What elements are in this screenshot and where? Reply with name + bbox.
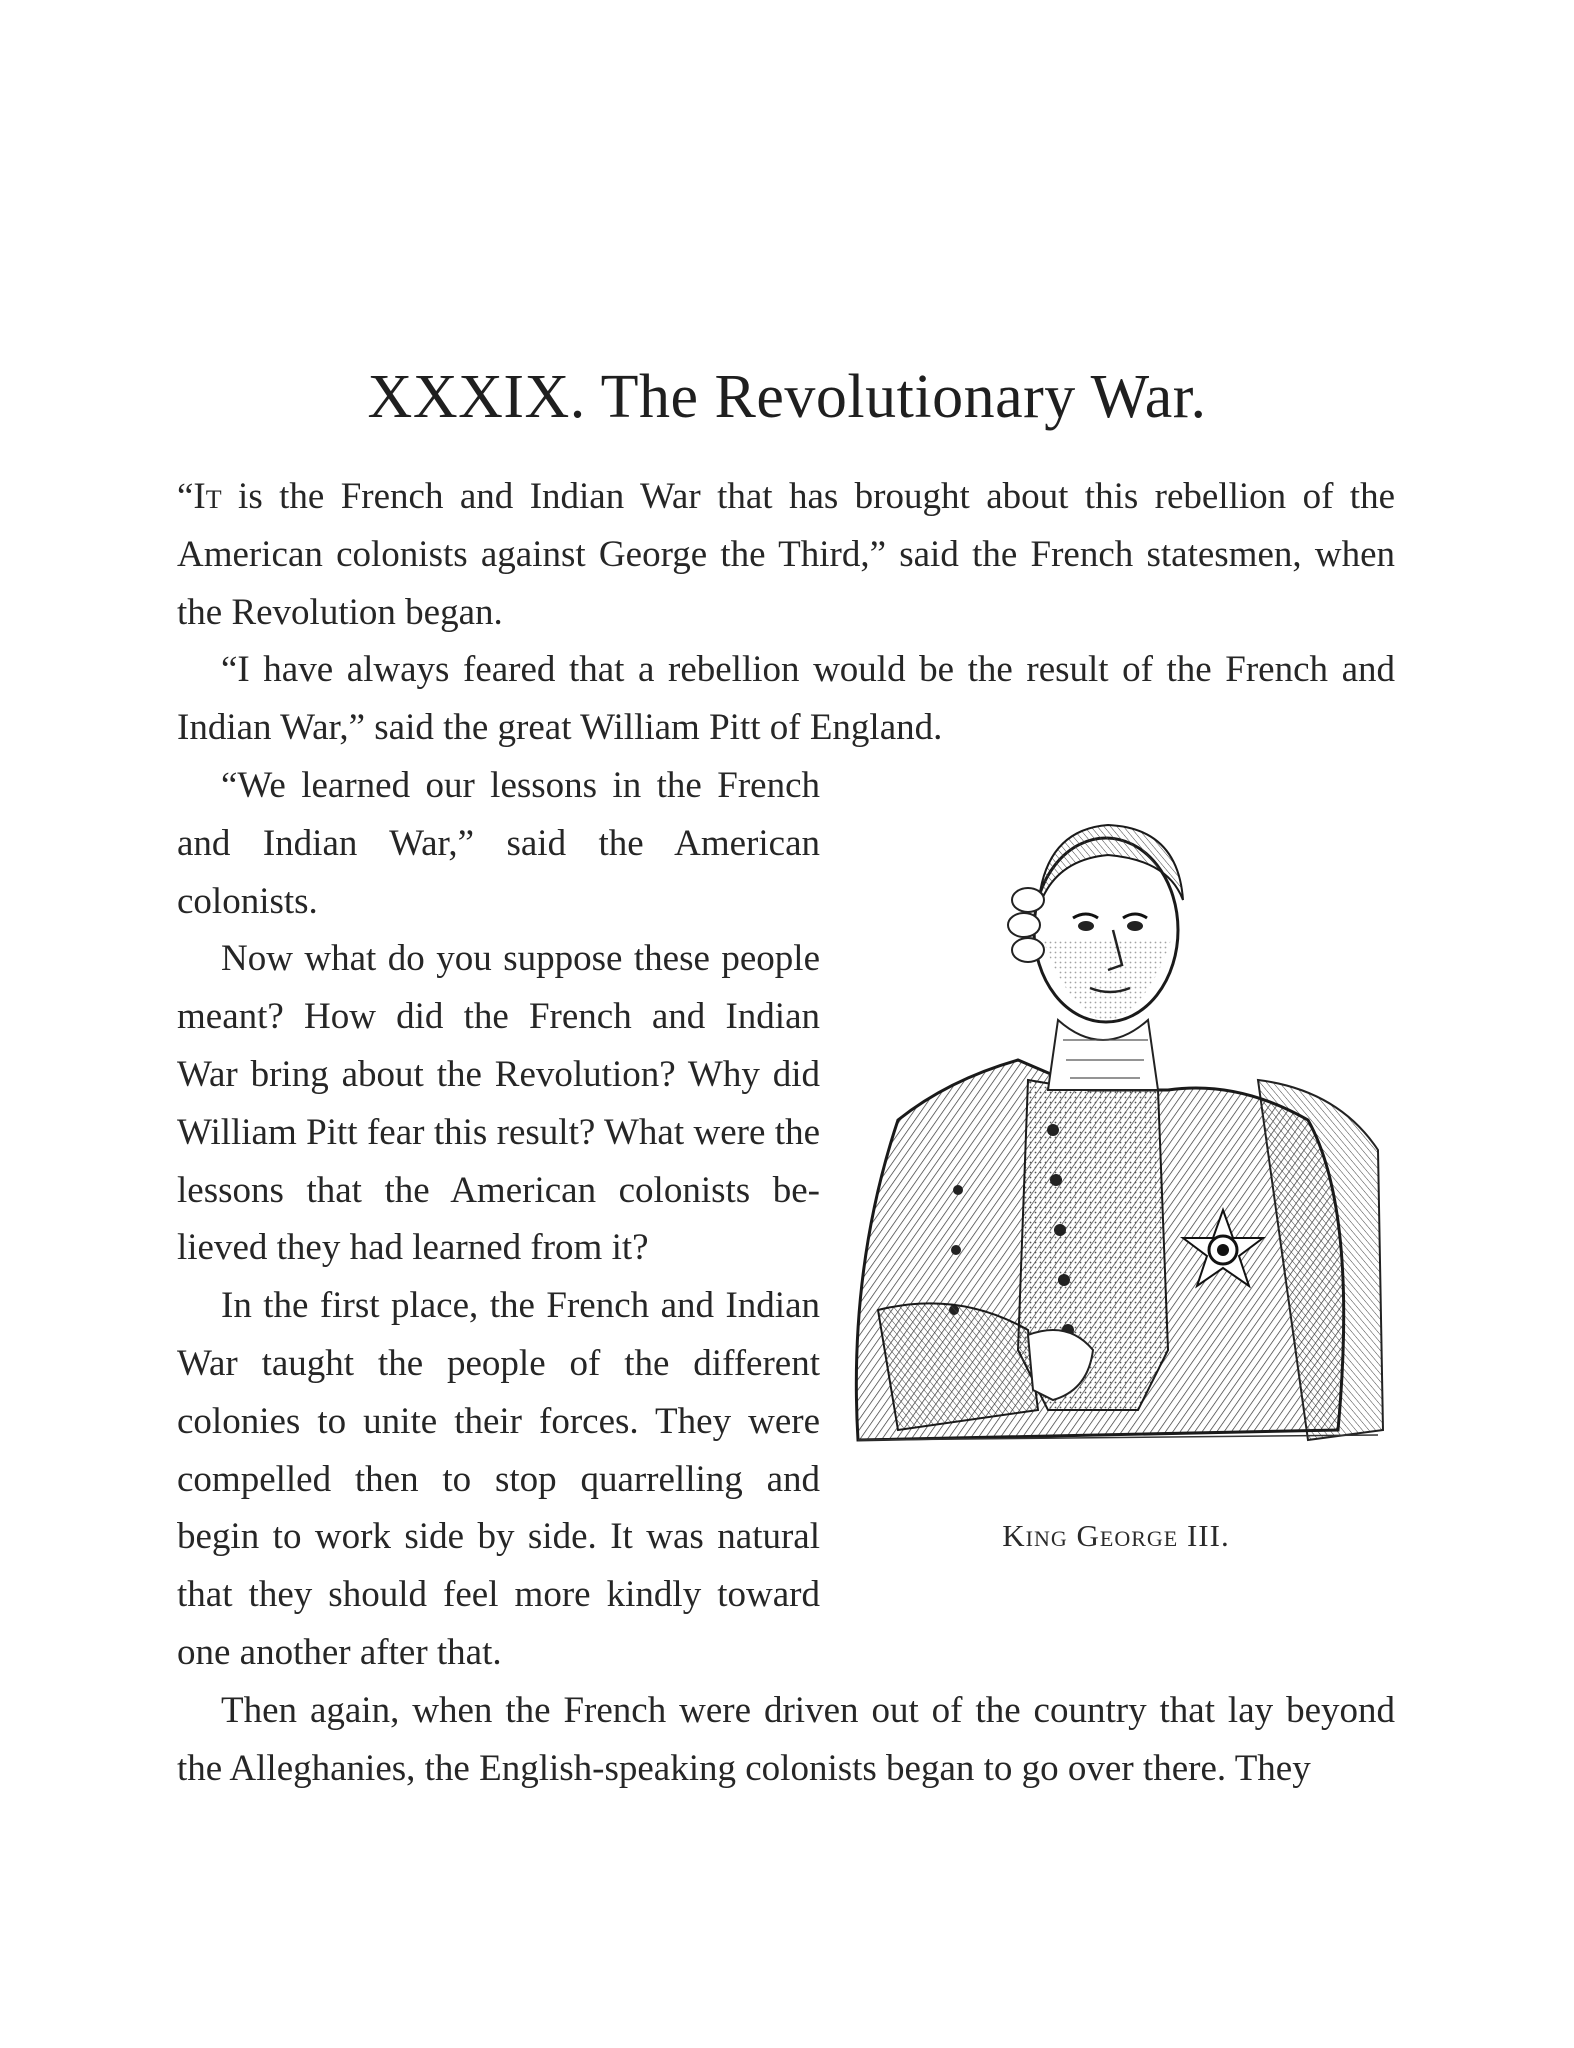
engraved-portrait-illustration bbox=[838, 790, 1394, 1490]
paragraph-2: “I have always feared that a rebellion would be the result of the French and Indian War,” said the great William Pitt of England. bbox=[177, 649, 1395, 749]
figure-caption: King George III. bbox=[1002, 1518, 1230, 1553]
paragraph-3: “We learned our lessons in the French and Indian War,” said the American colonists. bbox=[177, 765, 820, 922]
side-text bbox=[177, 757, 820, 1682]
paragraph-1-lead: “It bbox=[177, 476, 222, 517]
top-text bbox=[177, 468, 1395, 757]
paragraph-4: Now what do you suppose these people meant? How did the French and Indian War bring about the Revolution? Why did William Pitt fear this result? What were the lessons that the American colonists believed they had learned from it? bbox=[177, 938, 820, 1269]
bottom-text bbox=[177, 1682, 1395, 1798]
paragraph-5: In the first place, the French and Indian War taught the people of the different colonies to unite their forces. They were compelled then to stop quarrelling and begin to work side by side. It was natural that they should feel more kindly toward one another after that. bbox=[177, 1285, 820, 1673]
paragraph-1-body: is the French and Indian War that has brought about this rebellion of the American colonists against George the Third,” said the French statesmen, when the Revolution began. bbox=[177, 476, 1395, 633]
portrait-figure bbox=[826, 790, 1406, 1553]
chapter-title: XXXIX. The Revolutionary War. bbox=[367, 363, 1207, 431]
paragraph-6: Then again, when the French were driven out of the country that lay beyond the Alleghanies, the English-speaking colonists began to go over there. They bbox=[177, 1690, 1395, 1789]
paragraph-1 bbox=[177, 468, 1395, 641]
